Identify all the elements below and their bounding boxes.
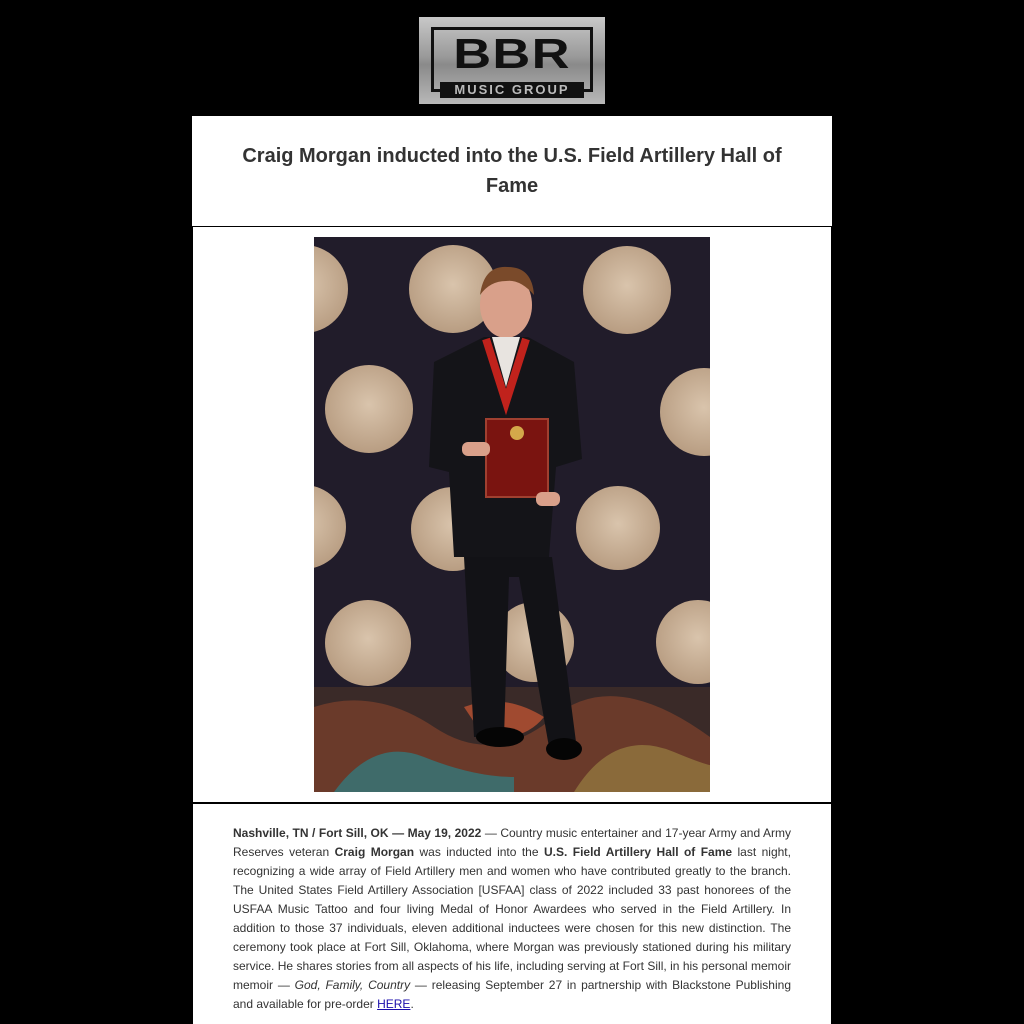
logo-wordmark: BBR: [453, 30, 571, 77]
dateline: Nashville, TN / Fort Sill, OK — May 19, 2022: [233, 826, 482, 840]
logo-subtitle: MUSIC GROUP: [440, 82, 584, 98]
photo-section: [193, 227, 831, 802]
headline: Craig Morgan inducted into the U.S. Field Artillery Hall of Fame: [242, 145, 782, 197]
hall-of-fame-name: U.S. Field Artillery Hall of Fame: [543, 845, 733, 859]
article-paragraph: [233, 824, 791, 1014]
text-segment-3: last night, recognizing a wide array of Field Artillery men and women who have contributed greatly to the branch. The United States Field Artillery Association [USFAA] class of 2022 included 33 past honorees of the USFAA Music Tattoo and four living Medal of Honor Awardees who served in the Field Artillery. In addition to those 37 individuals, eleven additional inductees were chosen for this new distinction. The ceremony took place at Fort Sill, Oklahoma, where Morgan was previously stationed during his military service. He shares stories from all aspects of his life, including serving at Fort Sill, in his personal memoir memoir —: [233, 845, 791, 992]
preorder-link[interactable]: HERE: [377, 997, 411, 1011]
bbr-logo[interactable]: [419, 17, 605, 104]
logo-frame: [431, 27, 593, 97]
article-body: [193, 804, 831, 1024]
text-segment-5: .: [410, 997, 414, 1011]
text-segment-1: — Country music entertainer and 17-year Army and Army Reserves veteran: [233, 826, 791, 859]
text-segment-4: — releasing September 27 in partnership with Blackstone Publishing and available for pre-order: [233, 978, 791, 1011]
book-title: God, Family, Country: [294, 978, 411, 992]
photo-illustration: [314, 237, 710, 792]
text-segment-2: was inducted into the: [414, 845, 544, 859]
headline-section: [192, 116, 832, 226]
artist-name: Craig Morgan: [334, 845, 415, 859]
article-photo: [314, 237, 710, 792]
